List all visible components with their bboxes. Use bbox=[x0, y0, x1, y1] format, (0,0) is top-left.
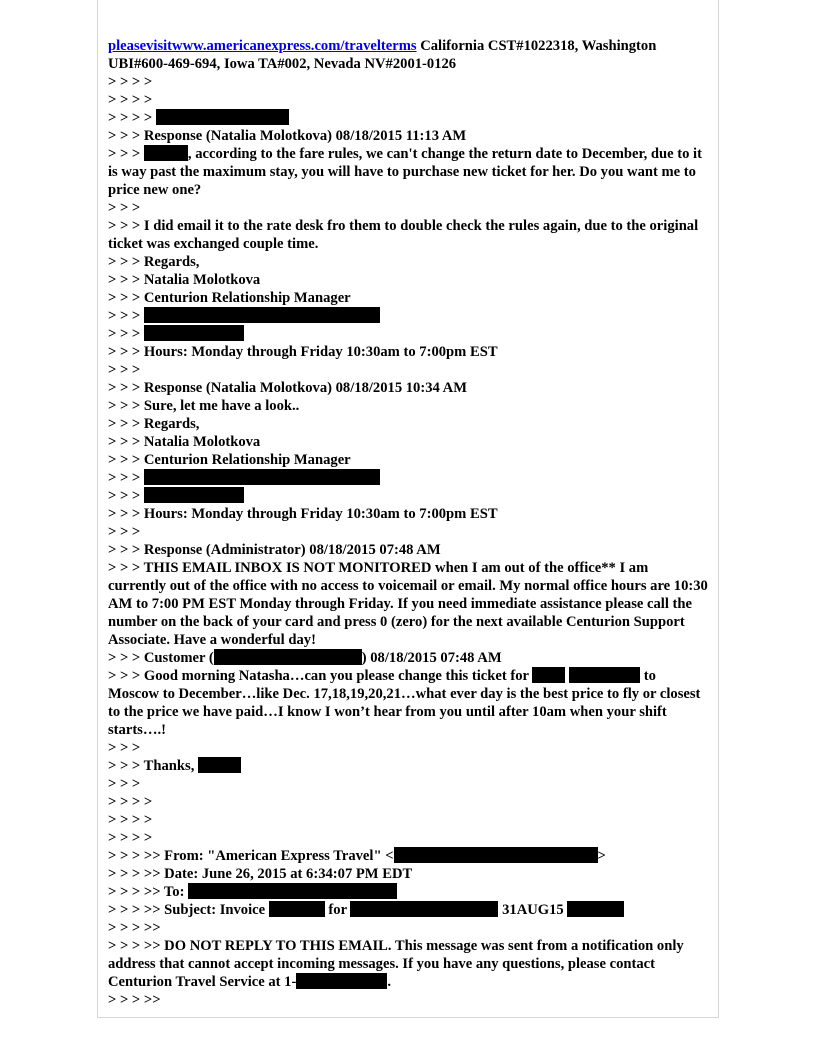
redaction-bar bbox=[144, 469, 380, 485]
redaction-bar bbox=[144, 487, 244, 503]
quote-line: > > > bbox=[108, 740, 141, 756]
quote-line: > > > > bbox=[108, 92, 153, 108]
redaction-bar bbox=[350, 901, 498, 917]
signature-name: > > > Natalia Molotkova bbox=[108, 272, 261, 288]
terms-line bbox=[108, 37, 708, 73]
signature-redacted bbox=[108, 325, 708, 343]
quote-line: > > > > bbox=[108, 812, 153, 828]
notification-body bbox=[108, 937, 708, 991]
redaction-bar bbox=[269, 901, 325, 917]
response-header: > > > Response (Natalia Molotkova) 08/18/2015 11:13 AM bbox=[108, 128, 467, 144]
quote-marker: > > > bbox=[108, 308, 141, 324]
response-text: , according to the fare rules, we can't change the return date to December, due to it is way past the maximum stay, you will have to purchase new ticket for her. Do you want me to price new one? bbox=[108, 146, 702, 198]
signature-name: > > > Natalia Molotkova bbox=[108, 434, 261, 450]
redaction-bar bbox=[198, 757, 241, 773]
to-label: > > > >> To: bbox=[108, 884, 185, 900]
response-body bbox=[108, 145, 708, 199]
customer-message bbox=[108, 667, 708, 739]
customer-label: > > > Customer ( bbox=[108, 650, 214, 666]
customer-text: > > > Good morning Natasha…can you please change this ticket for bbox=[108, 668, 529, 684]
quote-marker: > > > bbox=[108, 470, 141, 486]
signature-regards: > > > Regards, bbox=[108, 416, 200, 432]
quote-line: > > > bbox=[108, 524, 141, 540]
subject-label: > > > >> Subject: Invoice bbox=[108, 902, 266, 918]
quote-line: > > > > bbox=[108, 794, 153, 810]
customer-header bbox=[108, 649, 708, 667]
notification-period: . bbox=[387, 974, 391, 990]
forward-to bbox=[108, 883, 708, 901]
redaction-bar bbox=[144, 325, 244, 341]
customer-thanks bbox=[108, 757, 708, 775]
response-body: > > > Sure, let me have a look.. bbox=[108, 398, 300, 414]
subject-for: for bbox=[328, 902, 347, 918]
signature-redacted bbox=[108, 487, 708, 505]
response-header: > > > Response (Natalia Molotkova) 08/18/2015 10:34 AM bbox=[108, 380, 467, 396]
redaction-bar bbox=[144, 307, 380, 323]
quote-line bbox=[108, 109, 708, 127]
from-label: > > > >> From: "American Express Travel" < bbox=[108, 848, 394, 864]
quote-marker: > > > bbox=[108, 146, 141, 162]
signature-redacted bbox=[108, 469, 708, 487]
signature-redacted bbox=[108, 307, 708, 325]
quote-line: > > > bbox=[108, 362, 141, 378]
quote-line: > > > > bbox=[108, 74, 153, 90]
quote-marker: > > > bbox=[108, 326, 141, 342]
redaction-bar bbox=[214, 649, 362, 665]
quote-line: > > > bbox=[108, 776, 141, 792]
quote-marker: > > > bbox=[108, 488, 141, 504]
redaction-bar bbox=[296, 973, 387, 989]
state-licenses: California CST#1022318, Washington UBI#600-469-694, Iowa TA#002, Nevada NV#2001-0126 bbox=[108, 38, 657, 72]
quote-line: > > > > bbox=[108, 830, 153, 846]
quote-line: > > > >> bbox=[108, 992, 161, 1008]
redaction-bar bbox=[188, 883, 397, 899]
redaction-bar bbox=[567, 901, 624, 917]
redaction-bar bbox=[156, 109, 289, 125]
notification-text: > > > >> DO NOT REPLY TO THIS EMAIL. This message was sent from a notification only address that cannot accept incoming messages. If you have any questions, please contact Centurion Travel Service at 1- bbox=[108, 938, 684, 990]
email-document bbox=[108, 37, 708, 1009]
redaction-bar bbox=[144, 145, 188, 161]
forward-subject bbox=[108, 901, 708, 919]
response-header: > > > Response (Administrator) 08/18/2015 07:48 AM bbox=[108, 542, 441, 558]
quote-marker: > > > > bbox=[108, 110, 153, 126]
customer-timestamp: ) 08/18/2015 07:48 AM bbox=[361, 650, 502, 666]
signature-title: > > > Centurion Relationship Manager bbox=[108, 452, 351, 468]
auto-reply-body: > > > THIS EMAIL INBOX IS NOT MONITORED when I am out of the office** I am currently out of the office with no access to voicemail or email. My normal office hours are 10:30 AM to 7:00 PM EST Monday through Friday. If you need immediate assistance please call the number on the back of your card and press 0 (zero) for the next available Centurion Support Associate. Have a wonderful day! bbox=[108, 560, 708, 648]
quote-line: > > > >> bbox=[108, 920, 161, 936]
from-close: > bbox=[597, 848, 606, 864]
quote-line: > > > bbox=[108, 200, 141, 216]
signature-hours: > > > Hours: Monday through Friday 10:30am to 7:00pm EST bbox=[108, 344, 498, 360]
signature-title: > > > Centurion Relationship Manager bbox=[108, 290, 351, 306]
thanks-text: > > > Thanks, bbox=[108, 758, 195, 774]
customer-text: to Moscow to December…like Dec. 17,18,19,20,21…what ever day is the best price to fly or closest to the price we have paid…I know I won’t hear from you until after 10am when your shift starts….! bbox=[108, 668, 701, 738]
forward-from bbox=[108, 847, 708, 865]
signature-hours: > > > Hours: Monday through Friday 10:30am to 7:00pm EST bbox=[108, 506, 498, 522]
redaction-bar bbox=[532, 667, 565, 683]
redaction-bar bbox=[569, 667, 640, 683]
subject-date: 31AUG15 bbox=[502, 902, 564, 918]
redaction-bar bbox=[394, 847, 598, 863]
travel-terms-link[interactable]: pleasevisitwww.americanexpress.com/travelterms bbox=[108, 38, 417, 54]
signature-regards: > > > Regards, bbox=[108, 254, 200, 270]
forward-date: > > > >> Date: June 26, 2015 at 6:34:07 PM EDT bbox=[108, 866, 413, 882]
response-body: > > > I did email it to the rate desk fro them to double check the rules again, due to the original ticket was exchanged couple time. bbox=[108, 218, 699, 252]
